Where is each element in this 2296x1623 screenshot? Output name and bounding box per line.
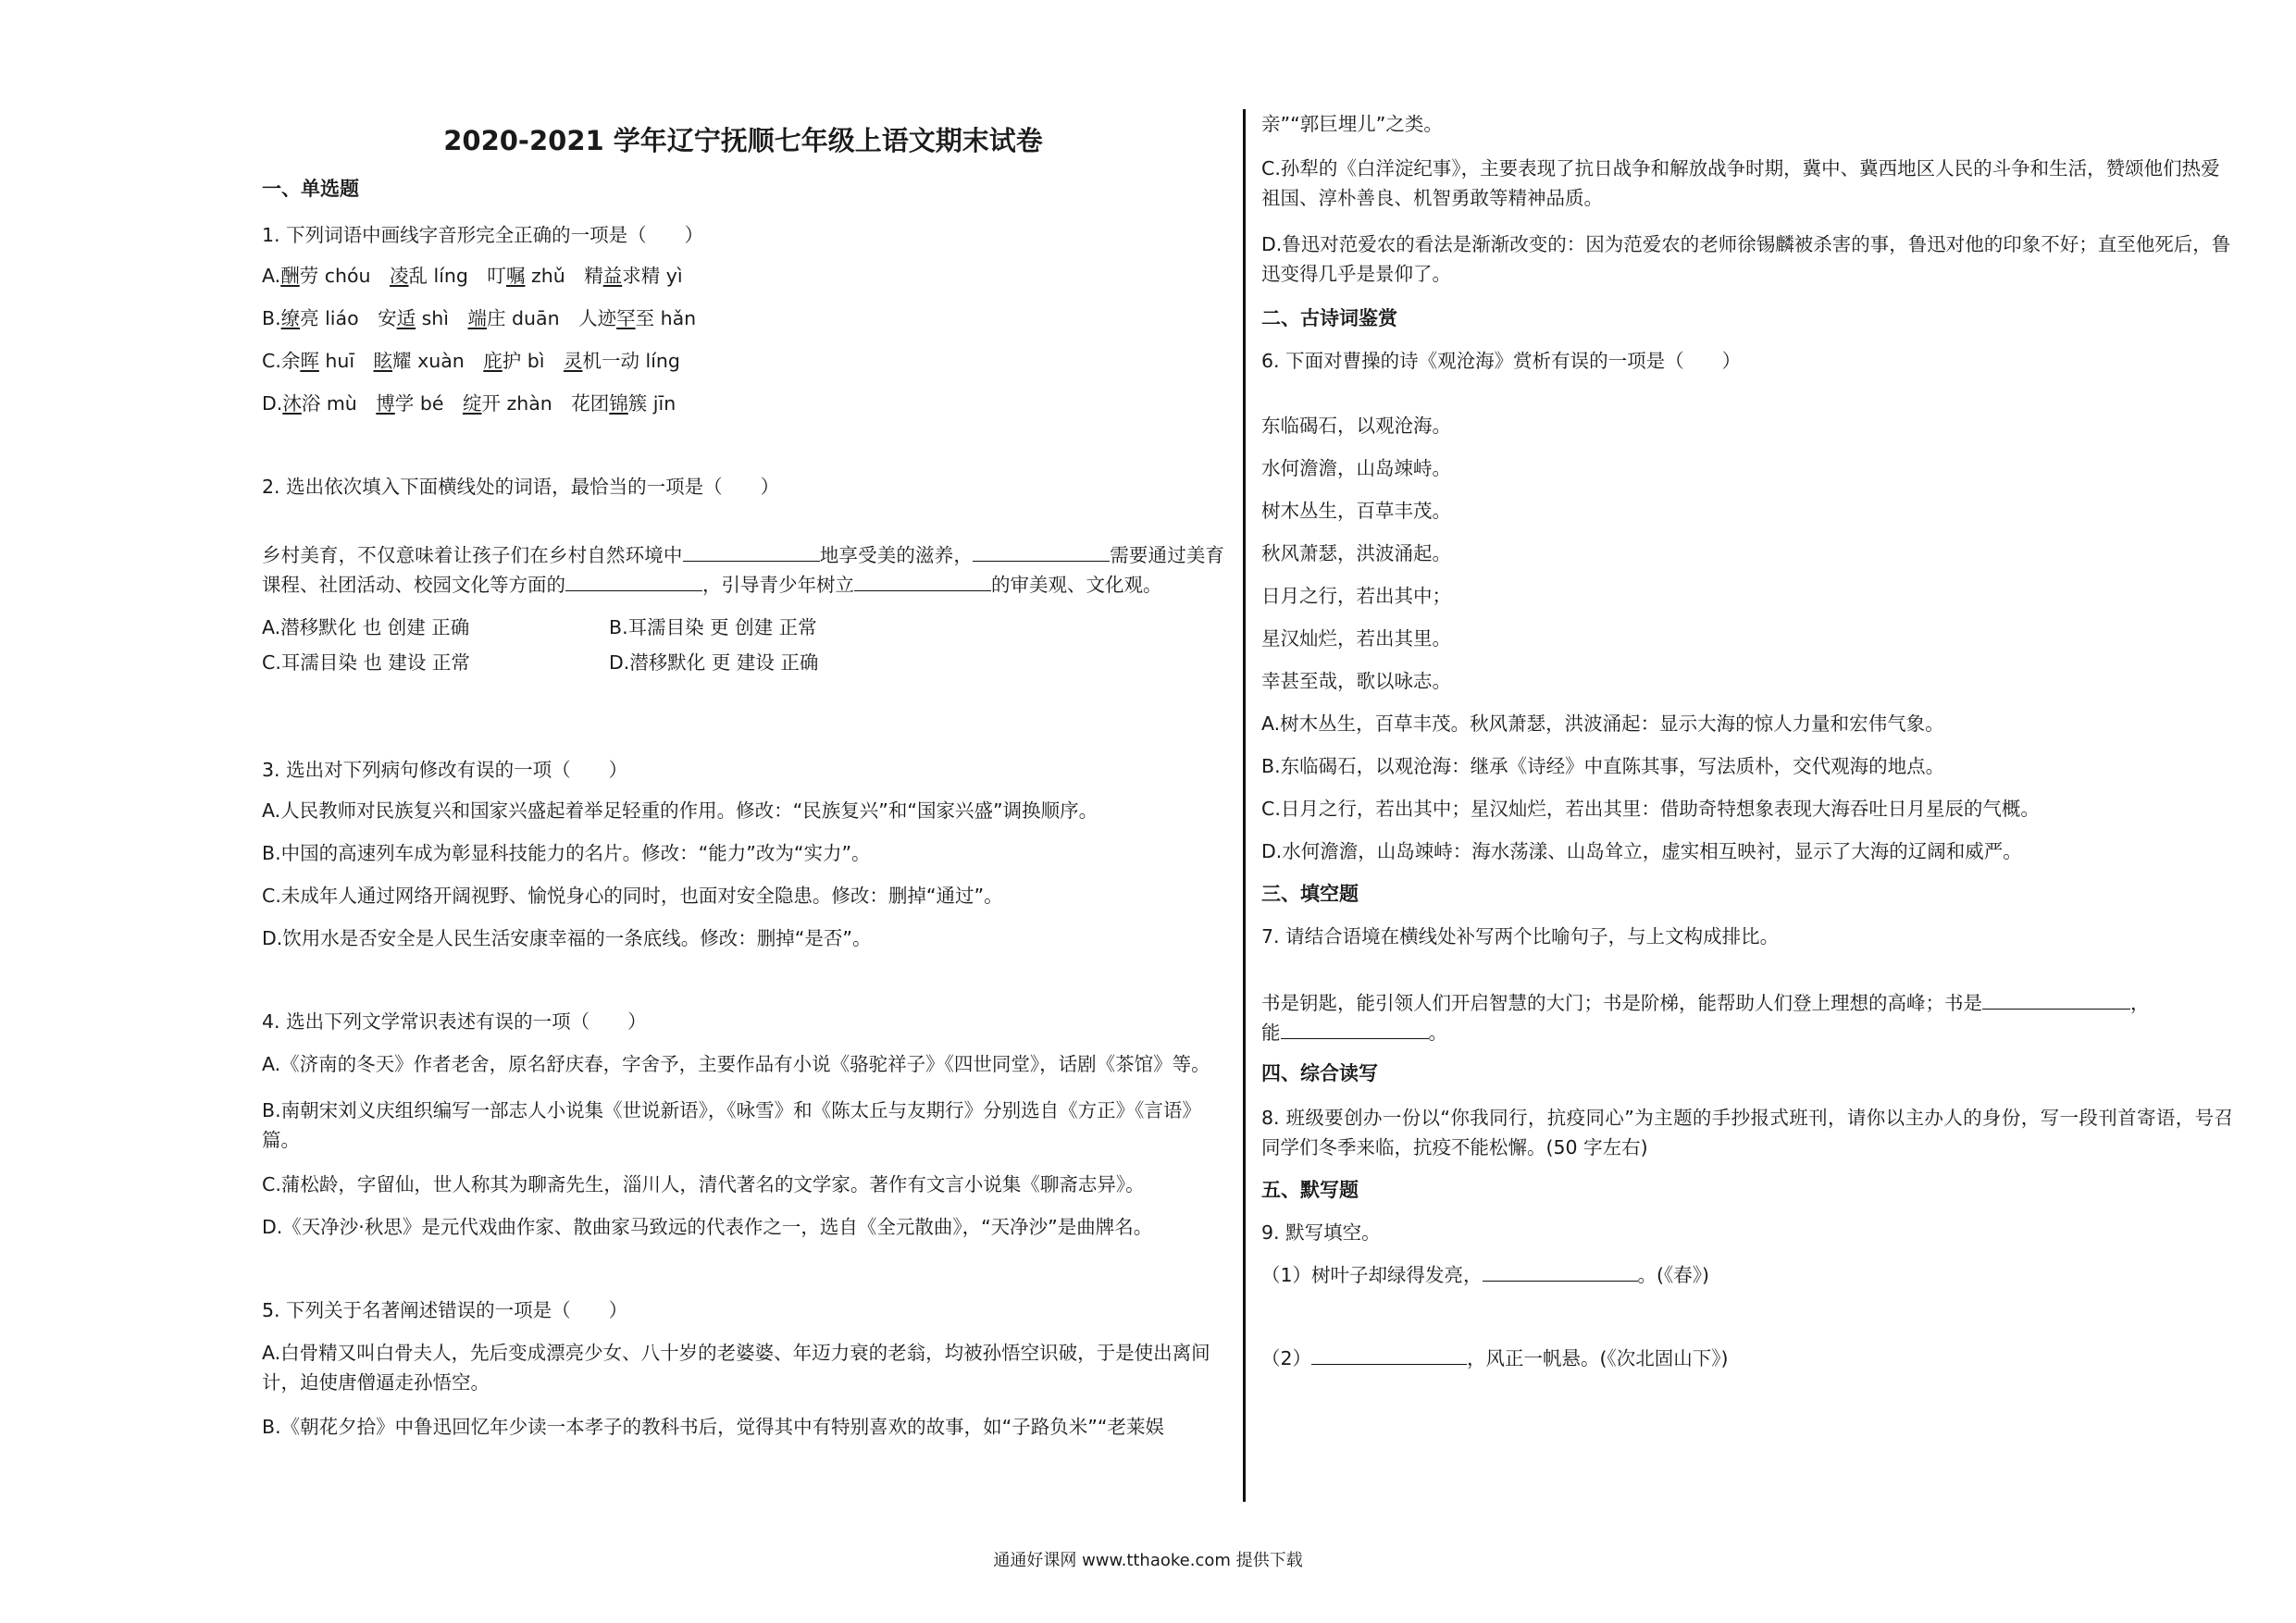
q2-blank-3[interactable] <box>565 574 702 591</box>
poem-line-5: 日月之行，若出其中； <box>1261 585 1451 607</box>
q9-blank-1[interactable] <box>1483 1264 1638 1282</box>
q1-c-8: 机一动 líng <box>582 350 680 372</box>
q9-blank-2[interactable] <box>1311 1347 1467 1365</box>
q1-d-8: 簇 jīn <box>627 392 676 415</box>
q7-blank-2[interactable] <box>1281 1022 1429 1039</box>
q1-a-2: 劳 chóu <box>299 265 391 287</box>
question-5-option-b-part1: B.《朝花夕拾》中鲁迅回忆年少读一本孝子的教科书后，觉得其中有特别喜欢的故事，如“子路负米”“老莱娱 <box>262 1416 1164 1438</box>
section-heading-5: 五、默写题 <box>1261 1179 1359 1201</box>
q2-passage-5: 的审美观、文化观。 <box>991 574 1162 596</box>
section-heading-3: 三、填空题 <box>1261 883 1359 905</box>
q1-c-7: 灵 <box>563 350 583 372</box>
section-heading-2: 二、古诗词鉴赏 <box>1261 307 1397 329</box>
q1-a-8: 求精 yì <box>622 265 683 287</box>
column-divider <box>1243 109 1246 1502</box>
q1-a-7: 益 <box>602 265 623 287</box>
q1-b-5: 端 <box>467 307 487 329</box>
question-3-option-a: A.人民教师对民族复兴和国家兴盛起着举足轻重的作用。修改：“民族复兴”和“国家兴盛”调换顺序。 <box>262 799 1098 822</box>
q1-b-6: 庄 duān 人迹 <box>487 307 617 329</box>
question-5-option-a: A.白骨精又叫白骨夫人，先后变成漂亮少女、八十岁的老婆婆、年迈力衰的老翁，均被孙悟空识破，于是使出离间计，迫使唐僧逼走孙悟空。 <box>262 1342 1210 1394</box>
question-3-stem: 3. 选出对下列病句修改有误的一项（ ） <box>262 759 628 781</box>
left-column <box>262 109 1224 1456</box>
question-2-option-a: A.潜移默化 也 创建 正确 <box>262 616 470 638</box>
question-9-item-2 <box>1261 1345 2233 1371</box>
q1-a-6: zhǔ 精 <box>525 265 603 287</box>
question-5-option-b-part2: 亲”“郭巨埋儿”之类。 <box>1261 113 1443 135</box>
question-6-stem: 6. 下面对曹操的诗《观沧海》赏析有误的一项是（ ） <box>1261 350 1742 372</box>
question-3-option-d: D.饮用水是否安全是人民生活安康幸福的一条底线。修改：删掉“是否”。 <box>262 927 872 949</box>
question-7-stem: 7. 请结合语境在横线处补写两个比喻句子，与上文构成排比。 <box>1261 925 1780 948</box>
q1-a-1: 酬 <box>280 265 300 287</box>
q7-blank-1[interactable] <box>1982 992 2130 1010</box>
q1-d-6: 开 zhàn 花团 <box>481 392 610 415</box>
q1-b-2: 亮 liáo 安 <box>300 307 397 329</box>
question-9-item-1 <box>1261 1262 2233 1288</box>
q2-passage-2: 地享受美的滋养， <box>819 544 974 566</box>
q1-d-5: 绽 <box>462 392 482 415</box>
question-6-option-b: B.东临碣石，以观沧海：继承《诗经》中直陈其事，写法质朴，交代观海的地点。 <box>1261 755 1945 777</box>
question-2-option-b: B.耳濡目染 更 创建 正常 <box>609 616 817 638</box>
q1-b-0: B. <box>262 307 281 329</box>
poem-line-7: 幸甚至哉，歌以咏志。 <box>1261 670 1451 692</box>
question-2-passage <box>262 540 1224 600</box>
question-9-stem: 9. 默写填空。 <box>1261 1221 1381 1244</box>
q7-passage-1: 书是钥匙，能引领人们开启智慧的大门；书是阶梯，能帮助人们登上理想的高峰；书是 <box>1261 992 1982 1014</box>
question-3-option-c: C.未成年人通过网络开阔视野、愉悦身心的同时，也面对安全隐患。修改：删掉“通过”。 <box>262 885 1003 907</box>
section-heading-4: 四、综合读写 <box>1261 1062 1378 1084</box>
question-1-option-c <box>262 348 1224 374</box>
q1-a-0: A. <box>262 265 281 287</box>
question-6-option-c: C.日月之行，若出其中；星汉灿烂，若出其里：借助奇特想象表现大海吞吐日月星辰的气概。 <box>1261 798 2040 820</box>
poem-line-3: 树木丛生，百草丰茂。 <box>1261 500 1451 522</box>
question-2-options <box>262 614 1224 675</box>
question-3-option-b: B.中国的高速列车成为彰显科技能力的名片。修改：“能力”改为“实力”。 <box>262 842 871 864</box>
q2-passage-3: 需要通过美育课程、社团活动、校园文化等方面的 <box>262 544 1225 596</box>
q7-passage-3: 能 <box>1261 1022 1281 1044</box>
spacer <box>262 1257 1224 1297</box>
spacer <box>262 433 1224 474</box>
question-1-option-d <box>262 390 1224 416</box>
q1-d-4: 学 bé <box>394 392 463 415</box>
question-1-option-b <box>262 305 1224 331</box>
question-1-stem: 1. 下列词语中画线字音形完全正确的一项是（ ） <box>262 224 704 246</box>
question-2-stem: 2. 选出依次填入下面横线处的词语，最恰当的一项是（ ） <box>262 476 780 498</box>
q1-b-7: 罕 <box>616 307 636 329</box>
question-2-option-c: C.耳濡目染 也 建设 正常 <box>262 651 470 674</box>
right-column <box>1261 109 2233 1388</box>
q1-c-1: 晖 <box>300 350 319 372</box>
q1-c-2: huī <box>318 350 374 372</box>
q2-passage-4: ，引导青少年树立 <box>702 574 854 596</box>
question-5-option-c: C.孙犁的《白洋淀纪事》，主要表现了抗日战争和解放战争时期，冀中、冀西地区人民的斗争和生活，赞颂他们热爱祖国、淳朴善良、机智勇敢等精神品质。 <box>1261 157 2220 209</box>
question-6-option-d: D.水何澹澹，山岛竦峙：海水荡漾、山岛耸立，虚实相互映衬，显示了大海的辽阔和威严。 <box>1261 840 2022 862</box>
q1-b-8: 至 hǎn <box>635 307 697 329</box>
question-6-option-a: A.树木丛生，百草丰茂。秋风萧瑟，洪波涌起：显示大海的惊人力量和宏伟气象。 <box>1261 712 1944 735</box>
question-2-option-d: D.潜移默化 更 建设 正确 <box>609 651 819 674</box>
question-8-stem: 8. 班级要创办一份以“你我同行，抗疫同心”为主题的手抄报式班刊，请你以主办人的身份，写一段刊首寄语，号召同学们冬季来临，抗疫不能松懈。(50 字左右) <box>1261 1107 2233 1158</box>
question-4-option-a: A.《济南的冬天》作者老舍，原名舒庆春，字舍予，主要作品有小说《骆驼祥子》《四世同堂》，话剧《茶馆》等。 <box>262 1053 1210 1075</box>
poem-line-4: 秋风萧瑟，洪波涌起。 <box>1261 542 1451 564</box>
q1-c-6: 护 bì <box>502 350 564 372</box>
poem-line-1: 东临碣石，以观沧海。 <box>1261 415 1451 437</box>
q1-b-3: 适 <box>396 307 416 329</box>
spacer <box>262 968 1224 1009</box>
question-4-option-c: C.蒲松龄，字留仙，世人称其为聊斋先生，淄川人，清代著名的文学家。著作有文言小说集《聊斋志异》。 <box>262 1173 1145 1196</box>
q2-blank-4[interactable] <box>854 574 991 591</box>
q1-d-1: 沐 <box>282 392 302 415</box>
q1-d-0: D. <box>262 392 283 415</box>
q1-a-3: 凌 <box>390 265 409 287</box>
q9-1-prefix: （1）树叶子却绿得发亮， <box>1261 1264 1483 1286</box>
question-4-option-b: B.南朝宋刘义庆组织编写一部志人小说集《世说新语》，《咏雪》和《陈太丘与友期行》分别选自《方正》《言语》篇。 <box>262 1099 1201 1151</box>
question-4-stem: 4. 选出下列文学常识表述有误的一项（ ） <box>262 1010 647 1033</box>
q1-c-4: 耀 xuàn <box>392 350 484 372</box>
page-title: 2020-2021 学年辽宁抚顺七年级上语文期末试卷 <box>443 125 1043 156</box>
q1-d-3: 博 <box>376 392 395 415</box>
q1-b-1: 缭 <box>280 307 301 329</box>
spacer <box>262 692 1224 757</box>
q2-passage-1: 乡村美育，不仅意味着让孩子们在乡村自然环境中 <box>262 544 683 566</box>
q1-c-3: 眩 <box>373 350 393 372</box>
section-heading-1: 一、单选题 <box>262 178 359 200</box>
question-1-option-a <box>262 263 1224 289</box>
q9-2-suffix: ，风正一帆悬。(《次北固山下》) <box>1467 1347 1729 1369</box>
q1-c-5: 庇 <box>483 350 503 372</box>
page-footer: 通通好课网 www.tthaoke.com 提供下载 <box>993 1551 1303 1570</box>
q1-d-7: 锦 <box>609 392 628 415</box>
q7-passage-4: 。 <box>1428 1022 1447 1044</box>
question-4-option-d: D.《天净沙·秋思》是元代戏曲作家、散曲家马致远的代表作之一，选自《全元散曲》，“天净沙”是曲牌名。 <box>262 1216 1153 1238</box>
poem-line-6: 星汉灿烂，若出其里。 <box>1261 627 1451 650</box>
question-5-option-d: D.鲁迅对范爱农的看法是渐渐改变的：因为范爱农的老师徐锡麟被杀害的事，鲁迅对他的印象不好；直至他死后，鲁迅变得几乎是景仰了。 <box>1261 233 2231 285</box>
question-5-stem: 5. 下列关于名著阐述错误的一项是（ ） <box>262 1299 628 1321</box>
q1-d-2: 浴 mù <box>301 392 377 415</box>
q9-1-suffix: 。(《春》) <box>1637 1264 1710 1286</box>
q2-blank-1[interactable] <box>683 544 820 562</box>
q1-a-5: 嘱 <box>505 265 526 287</box>
q7-passage-2: ， <box>2130 992 2150 1014</box>
q1-a-4: 乱 líng 叮 <box>408 265 506 287</box>
q2-blank-2[interactable] <box>973 544 1110 562</box>
q1-b-4: shì <box>416 307 468 329</box>
question-7-passage <box>1261 988 2233 1047</box>
q1-c-0: C.余 <box>262 350 301 372</box>
poem-line-2: 水何澹澹，山岛竦峙。 <box>1261 457 1451 479</box>
q9-2-prefix: （2） <box>1261 1347 1312 1369</box>
